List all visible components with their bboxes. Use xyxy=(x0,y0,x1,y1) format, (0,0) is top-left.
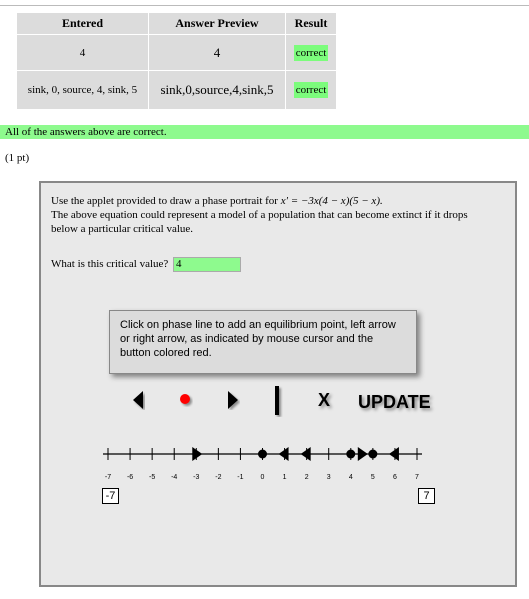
tick-label: 2 xyxy=(304,474,309,481)
clear-button[interactable]: X xyxy=(318,390,331,410)
right-arrow-marker[interactable] xyxy=(358,447,368,461)
max-value-box[interactable]: 7 xyxy=(418,488,435,504)
left-arrow-marker[interactable] xyxy=(389,447,399,461)
tick-label: 5 xyxy=(370,474,375,481)
tick-label: -1 xyxy=(237,474,244,481)
answer-input[interactable]: 4 xyxy=(173,257,241,272)
tick-label: 6 xyxy=(392,474,397,481)
phase-portrait-applet xyxy=(39,181,517,587)
result-cell xyxy=(286,35,337,71)
result-cell xyxy=(286,71,337,110)
table-row xyxy=(17,35,337,71)
results-header-row xyxy=(17,13,337,35)
result-badge: correct xyxy=(295,84,327,96)
left-arrow-marker[interactable] xyxy=(301,447,311,461)
header-result: Result xyxy=(286,13,337,35)
tick-label: -6 xyxy=(126,474,134,481)
tick-label: -3 xyxy=(193,474,200,481)
entered-cell: sink, 0, source, 4, sink, 5 xyxy=(17,71,149,110)
points-label: (1 pt) xyxy=(5,152,30,164)
right-arrow-marker[interactable] xyxy=(192,447,202,461)
preview-cell: sink,0,source,4,sink,5 xyxy=(149,71,286,110)
help-tooltip: Click on phase line to add an equilibrium point, left arrow or right arrow, as indicated by mouse cursor and the button colored red. xyxy=(109,310,417,374)
entered-cell: 4 xyxy=(17,35,149,71)
tick-label: 4 xyxy=(348,474,353,481)
phase-line[interactable] xyxy=(41,183,515,585)
tick-label: 1 xyxy=(282,474,287,481)
tick-label: -2 xyxy=(215,474,222,481)
equilibrium-point[interactable] xyxy=(346,450,355,459)
equilibrium-point[interactable] xyxy=(368,450,377,459)
result-badge: correct xyxy=(295,46,327,59)
tick-label: 7 xyxy=(415,474,419,481)
tick-label: 0 xyxy=(260,474,265,481)
header-entered: Entered xyxy=(17,13,149,35)
question-prompt: What is this critical value? xyxy=(51,258,169,271)
top-divider xyxy=(0,5,529,6)
equilibrium-point[interactable] xyxy=(258,450,267,459)
question-prefix: Use the applet provided to draw a phase portrait for xyxy=(51,195,281,207)
min-value-box[interactable]: -7 xyxy=(102,488,119,504)
status-message: All of the answers above are correct. xyxy=(0,125,529,139)
left-arrow-marker[interactable] xyxy=(279,447,289,461)
question-context: The above equation could represent a model of a population that can become extinct if it drops below a particular critical value. xyxy=(51,209,468,235)
tick-label: -7 xyxy=(104,474,112,481)
results-table xyxy=(16,12,337,110)
tick-label: -5 xyxy=(149,474,156,481)
tick-label: 3 xyxy=(326,474,331,481)
header-answer-preview: Answer Preview xyxy=(149,13,286,35)
equation: x′ = −3x(4 − x)(5 − x). xyxy=(280,195,383,207)
update-button[interactable]: UPDATE xyxy=(358,392,431,412)
tick-label: -4 xyxy=(171,474,178,481)
table-row xyxy=(17,71,337,110)
preview-cell: 4 xyxy=(149,35,286,71)
